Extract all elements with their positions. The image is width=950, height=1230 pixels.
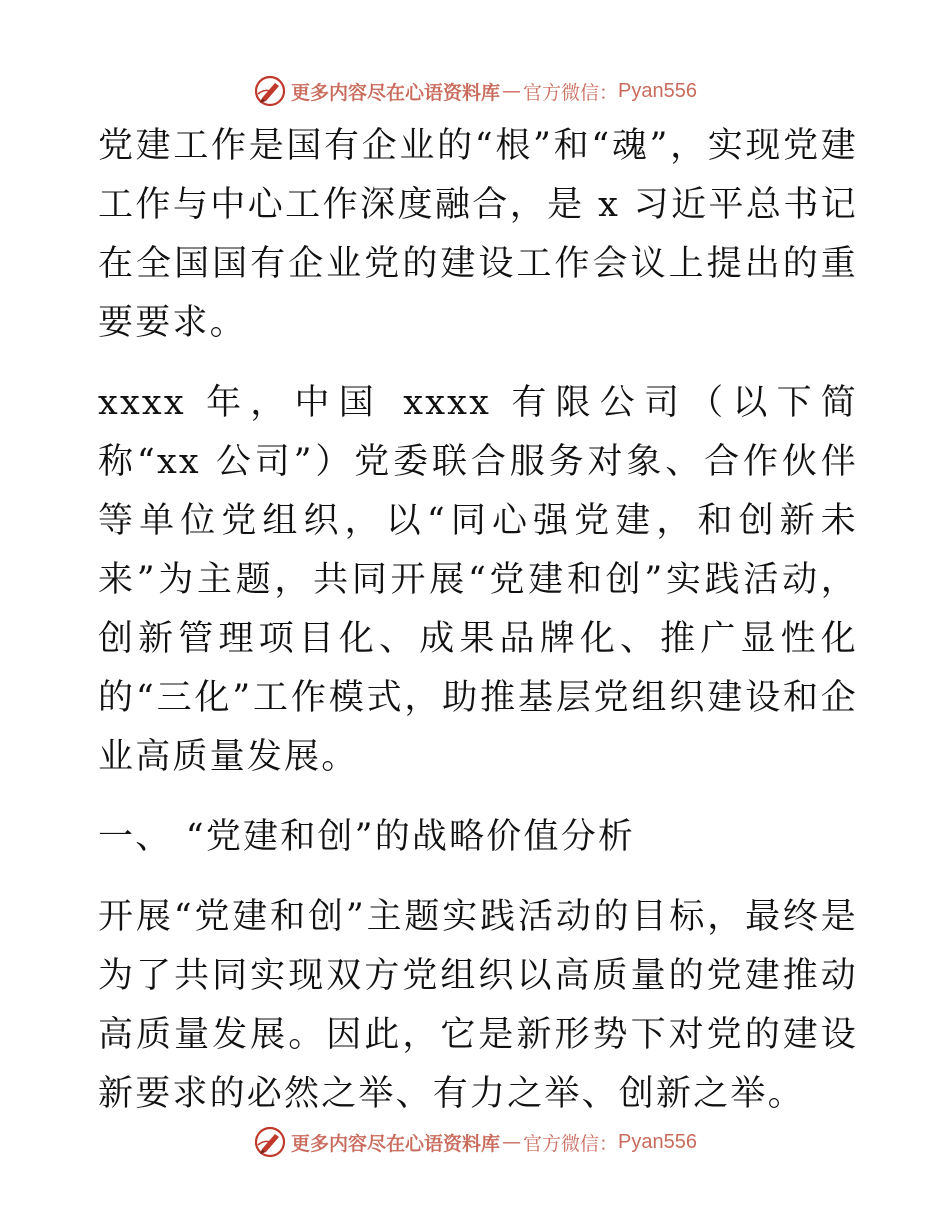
paragraph-intro: 党建工作是国有企业的“根”和“魂”，实现党建工作与中心工作深度融合，是 x 习近平总书记在全国国有企业党的建设工作会议上提出的重要要求。	[98, 126, 858, 343]
watermark-wechat-label: 官方微信：	[523, 81, 619, 104]
pen-logo-icon	[253, 1125, 287, 1159]
footer-watermark	[0, 1122, 950, 1162]
header-watermark	[0, 71, 950, 111]
watermark-site-name: 更多内容尽在心语资料库	[291, 81, 501, 104]
document-body	[98, 117, 858, 1145]
watermark-wechat-id: Pyan556	[618, 79, 697, 102]
pen-logo-icon	[253, 74, 287, 108]
section-heading: 一、 “党建和创”的战略价值分析	[98, 817, 636, 857]
watermark-wechat-label: 官方微信：	[523, 1132, 619, 1155]
watermark-site-name: 更多内容尽在心语资料库	[291, 1132, 501, 1155]
watermark-dash: —	[502, 1131, 522, 1153]
watermark-dash: —	[502, 80, 522, 102]
watermark-wechat-id: Pyan556	[618, 1130, 697, 1153]
paragraph-section-body: 开展“党建和创”主题实践活动的目标，最终是为了共同实现双方党组织以高质量的党建推动高质量发展。因此，它是新形势下对党的建设新要求的必然之举、有力之举、创新之举。	[98, 897, 858, 1114]
paragraph-background: xxxx 年，中国 xxxx 有限公司（以下简称“xx 公司”）党委联合服务对象、合作伙伴等单位党组织，以“同心强党建，和创新未来”为主题，共同开展“党建和创”实践活动，创新管理项目化、成果品牌化、推广显性化的“三化”工作模式，助推基层党组织建设和企业高质量发展。	[98, 383, 858, 777]
